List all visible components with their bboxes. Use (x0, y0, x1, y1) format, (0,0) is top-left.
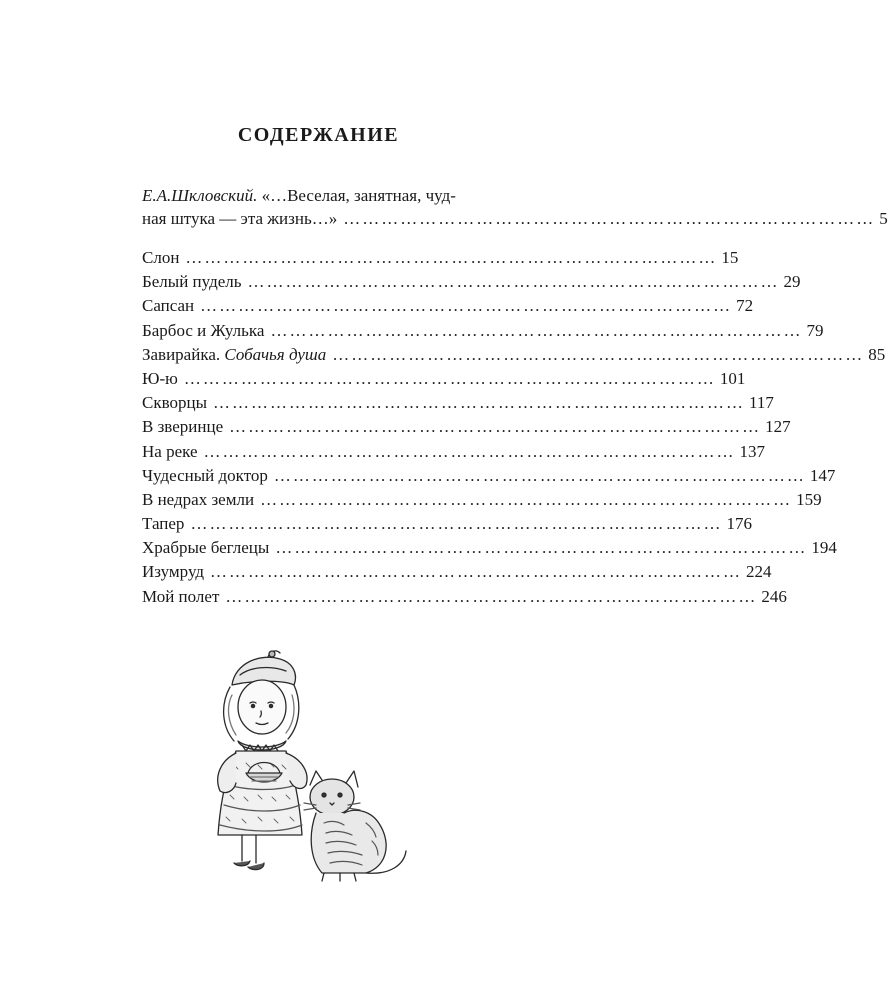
toc-entry[interactable] (142, 464, 836, 488)
dot-leader: ………………………………………………………………………… (190, 514, 723, 534)
dot-leader: ………………………………………………………………………… (185, 248, 718, 267)
toc-page-number: 101 (719, 368, 746, 388)
dot-leader: ………………………………………………………………………… (210, 562, 743, 582)
toc-entry[interactable] (142, 512, 752, 536)
toc-page-number: 79 (806, 320, 824, 340)
toc-entry[interactable] (142, 367, 746, 391)
dot-leader: ………………………………………………………………………… (332, 344, 865, 364)
toc-page-number: 127 (765, 417, 791, 437)
toc-entry[interactable] (142, 560, 772, 584)
toc-entry-title: На реке (142, 441, 198, 461)
dot-leader: ………………………………………………………………………… (225, 586, 758, 606)
toc-entry-title: Изумруд (142, 562, 205, 582)
toc-entry[interactable] (142, 488, 822, 512)
dot-leader: ………………………………………………………………………… (260, 489, 793, 509)
toc-entry-title: Храбрые беглецы (142, 538, 270, 558)
toc-entry-title: Ю-ю (142, 368, 178, 388)
toc-entry[interactable] (142, 440, 765, 464)
toc-entry[interactable] (142, 343, 886, 367)
toc-page-number: 176 (726, 514, 752, 534)
toc-entry[interactable] (142, 246, 739, 270)
intro-title-line1: «…Веселая, занятная, чуд- (257, 186, 456, 205)
toc-entry-title: Чудесный доктор (142, 465, 268, 485)
girl-with-cat-icon (190, 645, 440, 895)
toc-page-number: 194 (811, 538, 837, 558)
toc-page-number: 15 (721, 248, 739, 267)
toc-entry-title (142, 343, 326, 367)
toc-page-number: 246 (761, 586, 787, 606)
toc-entry[interactable] (142, 270, 801, 294)
toc-page-number: 137 (739, 441, 765, 461)
dot-leader: ………………………………………………………………………… (229, 417, 762, 437)
toc-entry[interactable] (142, 294, 754, 318)
toc-entry[interactable] (142, 391, 774, 415)
toc-page-number: 159 (796, 489, 822, 509)
dot-leader: ………………………………………………………………………… (273, 465, 806, 485)
toc-page-number: 117 (749, 393, 774, 413)
toc-page-number: 224 (746, 562, 772, 582)
intro-entry[interactable] (142, 184, 888, 230)
intro-author: Е.А.Шкловский. (142, 186, 258, 205)
toc-page-number: 147 (809, 465, 836, 485)
toc-entry-title: В зверинце (142, 417, 224, 437)
toc-entry-title: Барбос и Жулька (142, 320, 265, 340)
table-of-contents (142, 246, 886, 609)
toc-entry[interactable] (142, 319, 824, 343)
dot-leader: ………………………………………………………………………… (343, 209, 876, 228)
dot-leader: ………………………………………………………………………… (200, 296, 733, 316)
toc-page-number: 29 (783, 272, 801, 292)
dot-leader: ………………………………………………………………………… (213, 393, 746, 413)
toc-page-number: 85 (868, 344, 886, 364)
illustration-drawing (190, 645, 440, 895)
toc-entry-title: Тапер (142, 514, 185, 534)
dot-leader: ………………………………………………………………………… (183, 368, 716, 388)
toc-entry-title: В недрах земли (142, 489, 255, 509)
dot-leader: ………………………………………………………………………… (203, 441, 736, 461)
dot-leader: ………………………………………………………………………… (270, 320, 803, 340)
toc-entry-title: Слон (142, 248, 180, 267)
toc-entry-title: Белый пудель (142, 272, 242, 292)
intro-page-number: 5 (879, 209, 888, 228)
intro-title-line2: ная штука — эта жизнь…» (142, 209, 338, 228)
toc-entry[interactable] (142, 585, 787, 609)
toc-entry[interactable] (142, 415, 791, 439)
toc-entry[interactable] (142, 536, 837, 560)
dot-leader: ………………………………………………………………………… (275, 538, 808, 558)
toc-entry-title: Мой полет (142, 586, 220, 606)
toc-entry-subtitle: Собачья душа (224, 344, 327, 364)
page-title: СОДЕРЖАНИЕ (237, 124, 400, 146)
toc-entry-title: Скворцы (142, 393, 208, 413)
toc-page-number: 72 (736, 296, 754, 316)
toc-entry-title: Сапсан (142, 296, 195, 316)
toc-entry-title-main: Завирайка. (142, 344, 225, 364)
dot-leader: ………………………………………………………………………… (247, 272, 780, 292)
